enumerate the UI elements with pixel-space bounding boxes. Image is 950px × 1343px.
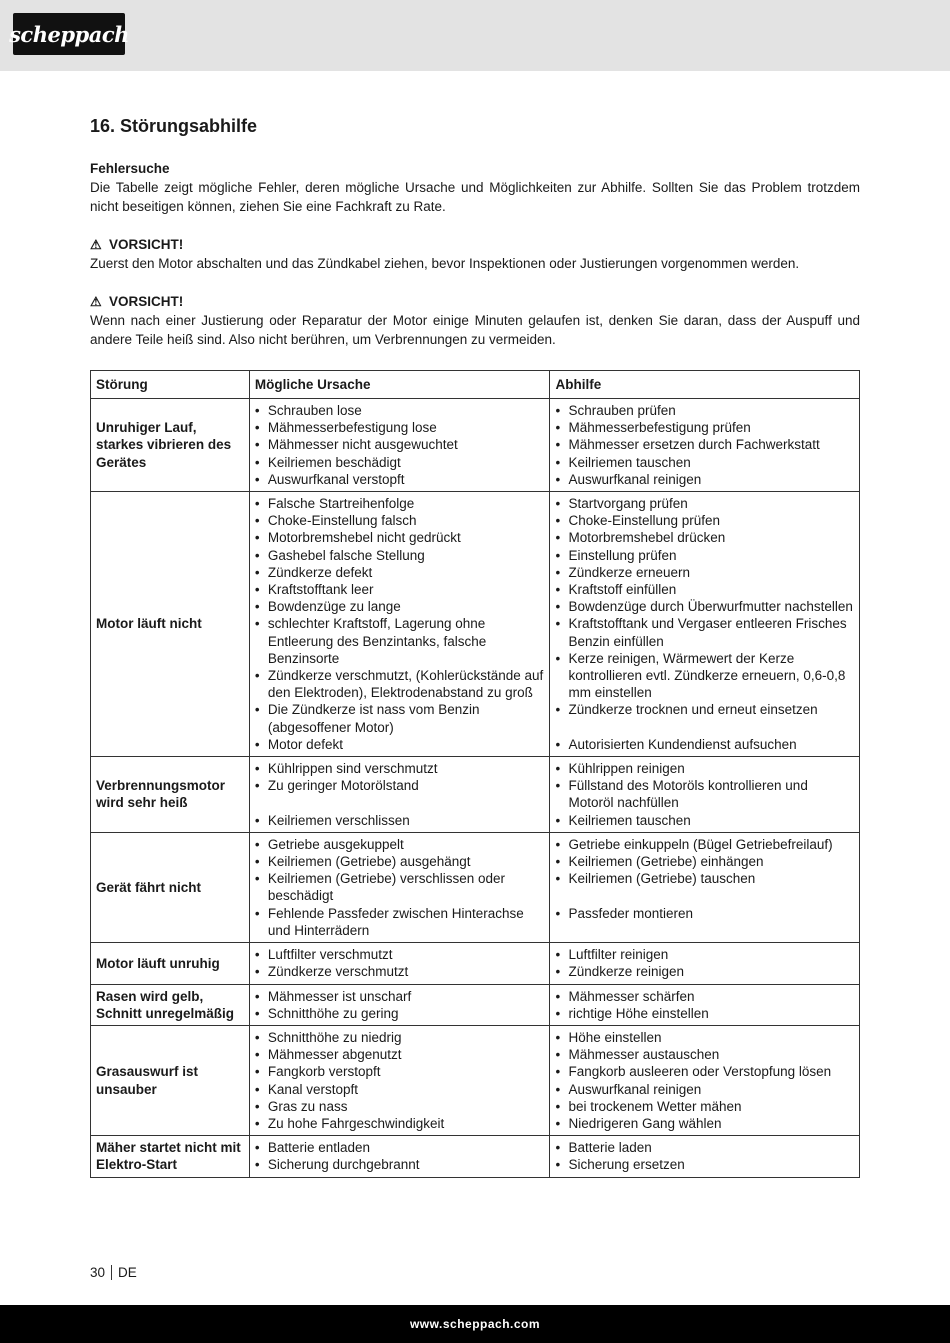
cause-item: • Fangkorb verstopft xyxy=(255,1063,545,1080)
problem-cell: Gerät fährt nicht xyxy=(91,832,250,942)
column-header-remedy: Abhilfe xyxy=(550,371,860,399)
cause-item: • Auswurfkanal verstopft xyxy=(255,471,545,488)
remedy-item xyxy=(555,887,854,904)
remedy-item: • Mähmesser schärfen xyxy=(555,988,854,1005)
cause-item: • Kraftstofftank leer xyxy=(255,581,545,598)
remedy-item: • Bowdenzüge durch Überwurfmutter nachstellen xyxy=(555,598,854,615)
remedy-item: • Startvorgang prüfen xyxy=(555,495,854,512)
remedy-cell xyxy=(550,1136,860,1177)
remedy-item: • Passfeder montieren xyxy=(555,905,854,922)
remedy-item: • richtige Höhe einstellen xyxy=(555,1005,854,1022)
cause-item: • Keilriemen (Getriebe) ausgehängt xyxy=(255,853,545,870)
cause-item: • Kühlrippen sind verschmutzt xyxy=(255,760,545,777)
column-header-cause: Mögliche Ursache xyxy=(249,371,550,399)
remedy-item: • Zündkerze trocknen und erneut einsetzen xyxy=(555,701,854,718)
warning-heading xyxy=(90,292,860,311)
warning-heading xyxy=(90,235,860,254)
cause-item: • Sicherung durchgebrannt xyxy=(255,1156,545,1173)
table-row xyxy=(91,757,860,833)
warning-triangle-icon: ⚠ xyxy=(90,237,102,252)
table-row xyxy=(91,1136,860,1177)
troubleshooting-table xyxy=(90,370,860,1178)
remedy-item: • Höhe einstellen xyxy=(555,1029,854,1046)
cause-item: • Motor defekt xyxy=(255,736,545,753)
header-band xyxy=(0,0,950,71)
cause-item: • Falsche Startreihenfolge xyxy=(255,495,545,512)
section-title xyxy=(90,116,860,137)
cause-item: • Luftfilter verschmutzt xyxy=(255,946,545,963)
cause-item: • Mähmesserbefestigung lose xyxy=(255,419,545,436)
table-row xyxy=(91,832,860,942)
subheading: Fehlersuche xyxy=(90,161,170,176)
section-heading: Störungsabhilfe xyxy=(120,116,258,136)
problem-cell: Rasen wird gelb, Schnitt unregelmäßig xyxy=(91,984,250,1025)
cause-item: • Zündkerze defekt xyxy=(255,564,545,581)
remedy-item: • Mähmesser ersetzen durch Fachwerkstatt xyxy=(555,436,854,453)
cause-list xyxy=(255,836,545,939)
problem-cell: Motor läuft unruhig xyxy=(91,943,250,984)
cause-item: • Fehlende Passfeder zwischen Hinterachse und Hinterrädern xyxy=(255,905,545,939)
remedy-list xyxy=(555,1029,854,1132)
remedy-list xyxy=(555,988,854,1022)
cause-item: • Mähmesser nicht ausgewuchtet xyxy=(255,436,545,453)
remedy-item: • Batterie laden xyxy=(555,1139,854,1156)
warning-label: VORSICHT! xyxy=(109,294,184,309)
cause-item xyxy=(255,794,545,811)
remedy-item: • Niedrigeren Gang wählen xyxy=(555,1115,854,1132)
cause-list xyxy=(255,402,545,488)
cause-item: • Batterie entladen xyxy=(255,1139,545,1156)
cause-item: • Mähmesser ist unscharf xyxy=(255,988,545,1005)
cause-item: • Zündkerze verschmutzt xyxy=(255,963,545,980)
remedy-cell xyxy=(550,984,860,1025)
remedy-item: • Keilriemen (Getriebe) einhängen xyxy=(555,853,854,870)
remedy-item xyxy=(555,719,854,736)
remedy-cell xyxy=(550,492,860,757)
remedy-item: • Mähmesserbefestigung prüfen xyxy=(555,419,854,436)
page-separator xyxy=(111,1265,112,1280)
brand-logo xyxy=(9,13,129,55)
cause-item: • Getriebe ausgekuppelt xyxy=(255,836,545,853)
cause-item: • Zu hohe Fahrgeschwindigkeit xyxy=(255,1115,545,1132)
cause-item: • Schnitthöhe zu niedrig xyxy=(255,1029,545,1046)
intro-text: Die Tabelle zeigt mögliche Fehler, deren mögliche Ursache und Möglichkeiten zur Abhilfe. Sollten Sie das Problem trotzdem nicht beseitigen können, ziehen Sie eine Fachkraft zu Rate. xyxy=(90,180,860,214)
remedy-item: • Zündkerze reinigen xyxy=(555,963,854,980)
remedy-item: • Kühlrippen reinigen xyxy=(555,760,854,777)
cause-cell xyxy=(249,492,550,757)
cause-item: • schlechter Kraftstoff, Lagerung ohne Entleerung des Benzintanks, falsche Benzinsorte xyxy=(255,615,545,667)
table-row xyxy=(91,492,860,757)
remedy-cell xyxy=(550,757,860,833)
cause-item: • Schnitthöhe zu gering xyxy=(255,1005,545,1022)
cause-cell xyxy=(249,757,550,833)
cause-item: • Gras zu nass xyxy=(255,1098,545,1115)
remedy-item: • Fangkorb ausleeren oder Verstopfung lösen xyxy=(555,1063,854,1080)
cause-list xyxy=(255,1139,545,1173)
table-body xyxy=(91,399,860,1178)
page-number xyxy=(90,1265,137,1280)
section-content xyxy=(90,116,860,368)
remedy-item: • Keilriemen tauschen xyxy=(555,454,854,471)
remedy-item: • Choke-Einstellung prüfen xyxy=(555,512,854,529)
cause-item: • Die Zündkerze ist nass vom Benzin (abgesoffener Motor) xyxy=(255,701,545,735)
remedy-item: • Einstellung prüfen xyxy=(555,547,854,564)
table-header-row xyxy=(91,371,860,399)
remedy-item: • Mähmesser austauschen xyxy=(555,1046,854,1063)
remedy-item: • Keilriemen (Getriebe) tauschen xyxy=(555,870,854,887)
remedy-cell xyxy=(550,943,860,984)
remedy-list xyxy=(555,402,854,488)
remedy-item: • Schrauben prüfen xyxy=(555,402,854,419)
remedy-item: • Motorbremshebel drücken xyxy=(555,529,854,546)
cause-item: • Motorbremshebel nicht gedrückt xyxy=(255,529,545,546)
problem-cell: Grasauswurf ist unsauber xyxy=(91,1025,250,1135)
page-language: DE xyxy=(118,1265,137,1280)
column-header-problem: Störung xyxy=(91,371,250,399)
section-number: 16. xyxy=(90,116,116,136)
cause-list xyxy=(255,1029,545,1132)
table-row xyxy=(91,1025,860,1135)
cause-item: • Kanal verstopft xyxy=(255,1081,545,1098)
cause-item: • Gashebel falsche Stellung xyxy=(255,547,545,564)
cause-list xyxy=(255,946,545,980)
warning-text: Zuerst den Motor abschalten und das Zündkabel ziehen, bevor Inspektionen oder Justierungen vorgenommen werden. xyxy=(90,256,800,271)
warning-label: VORSICHT! xyxy=(109,237,184,252)
logo-text: scheppach xyxy=(9,21,129,47)
remedy-item: • bei trockenem Wetter mähen xyxy=(555,1098,854,1115)
remedy-item: • Auswurfkanal reinigen xyxy=(555,471,854,488)
remedy-item: • Getriebe einkuppeln (Bügel Getriebefreilauf) xyxy=(555,836,854,853)
problem-cell: Motor läuft nicht xyxy=(91,492,250,757)
problem-cell: Unruhiger Lauf, starkes vibrieren des Gerätes xyxy=(91,399,250,492)
remedy-list xyxy=(555,1139,854,1173)
problem-cell: Verbrennungsmotor wird sehr heiß xyxy=(91,757,250,833)
cause-item: • Choke-Einstellung falsch xyxy=(255,512,545,529)
table-row xyxy=(91,399,860,492)
remedy-item: • Kraftstoff einfüllen xyxy=(555,581,854,598)
cause-cell xyxy=(249,1025,550,1135)
table-row xyxy=(91,943,860,984)
warning-text: Wenn nach einer Justierung oder Reparatur der Motor einige Minuten gelaufen ist, denken Sie daran, dass der Auspuff und andere Teile heiß sind. Also nicht berühren, um Verbrennungen zu vermeiden. xyxy=(90,313,860,347)
cause-item: • Zündkerze verschmutzt, (Kohlerückstände auf den Elektroden), Elektrodenabstand zu groß xyxy=(255,667,545,701)
remedy-list xyxy=(555,836,854,922)
cause-cell xyxy=(249,399,550,492)
cause-item: • Zu geringer Motorölstand xyxy=(255,777,545,794)
remedy-list xyxy=(555,946,854,980)
page-number-value: 30 xyxy=(90,1265,106,1280)
cause-item: • Mähmesser abgenutzt xyxy=(255,1046,545,1063)
remedy-cell xyxy=(550,1025,860,1135)
cause-item: • Keilriemen verschlissen xyxy=(255,812,545,829)
footer-band xyxy=(0,1305,950,1343)
cause-list xyxy=(255,988,545,1022)
remedy-item: • Kraftstofftank und Vergaser entleeren Frisches Benzin einfüllen xyxy=(555,615,854,649)
remedy-cell xyxy=(550,399,860,492)
remedy-item: • Luftfilter reinigen xyxy=(555,946,854,963)
problem-cell: Mäher startet nicht mit Elektro-Start xyxy=(91,1136,250,1177)
cause-cell xyxy=(249,1136,550,1177)
remedy-item: • Zündkerze erneuern xyxy=(555,564,854,581)
cause-item: • Schrauben lose xyxy=(255,402,545,419)
remedy-list xyxy=(555,760,854,829)
remedy-item: • Sicherung ersetzen xyxy=(555,1156,854,1173)
remedy-item: • Keilriemen tauschen xyxy=(555,812,854,829)
remedy-item: • Autorisierten Kundendienst aufsuchen xyxy=(555,736,854,753)
remedy-item: • Kerze reinigen, Wärmewert der Kerze kontrollieren evtl. Zündkerze erneuern, 0,6-0,8 mm einstellen xyxy=(555,650,854,702)
table-row xyxy=(91,984,860,1025)
cause-cell xyxy=(249,832,550,942)
cause-item: • Keilriemen (Getriebe) verschlissen oder beschädigt xyxy=(255,870,545,904)
remedy-list xyxy=(555,495,854,753)
footer-url: www.scheppach.com xyxy=(409,1317,541,1331)
remedy-cell xyxy=(550,832,860,942)
warning-triangle-icon: ⚠ xyxy=(90,294,102,309)
cause-cell xyxy=(249,984,550,1025)
remedy-item: • Auswurfkanal reinigen xyxy=(555,1081,854,1098)
cause-item: • Keilriemen beschädigt xyxy=(255,454,545,471)
cause-list xyxy=(255,760,545,829)
cause-item: • Bowdenzüge zu lange xyxy=(255,598,545,615)
cause-cell xyxy=(249,943,550,984)
cause-list xyxy=(255,495,545,753)
remedy-item: • Füllstand des Motoröls kontrollieren und Motoröl nachfüllen xyxy=(555,777,854,811)
